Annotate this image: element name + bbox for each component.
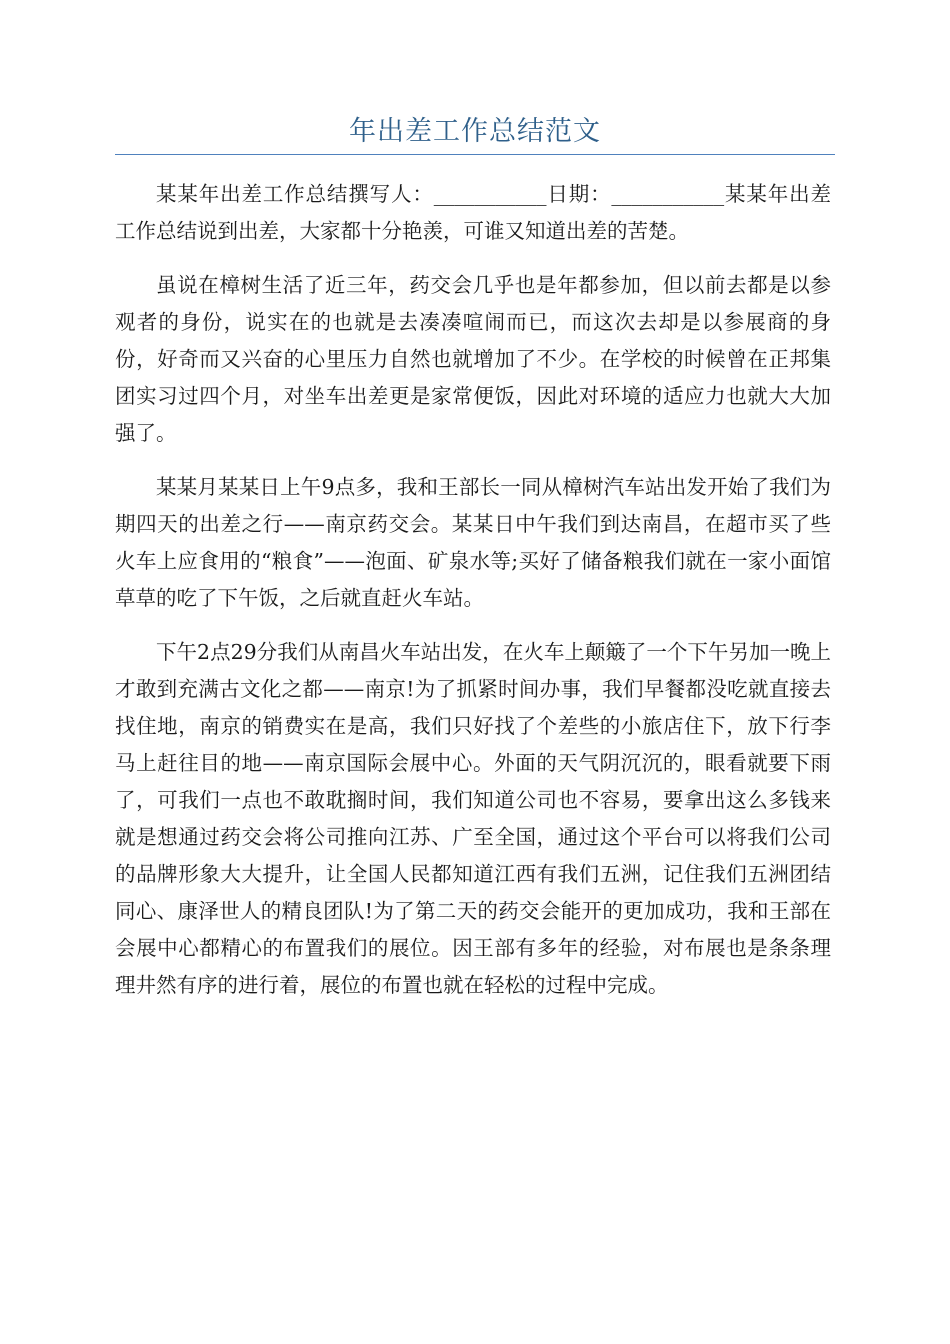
page-title: 年出差工作总结范文	[349, 116, 601, 147]
title-underline	[115, 154, 835, 155]
paragraph-4: 下午2点29分我们从南昌火车站出发，在火车上颠簸了一个下午另加一晚上才敢到充满古文化之都——南京!为了抓紧时间办事，我们早餐都没吃就直接去找住地，南京的销费实在是高，我们只好找了个差些的小旅店住下，放下行李马上赶往目的地——南京国际会展中心。外面的天气阴沉沉的，眼看就要下雨了，可我们一点也不敢耽搁时间，我们知道公司也不容易，要拿出这么多钱来就是想通过药交会将公司推向江苏、广至全国，通过这个平台可以将我们公司的品牌形象大大提升，让全国人民都知道江西有我们五洲，记住我们五洲团结同心、康泽世人的精良团队!为了第二天的药交会能开的更加成功，我和王部在会展中心都精心的布置我们的展位。因王部有多年的经验，对布展也是条条理理井然有序的进行着，展位的布置也就在轻松的过程中完成。	[115, 640, 831, 997]
paragraph-3: 某某月某某日上午9点多，我和王部长一同从樟树汽车站出发开始了我们为期四天的出差之行——南京药交会。某某日中午我们到达南昌，在超市买了些火车上应食用的“粮食”——泡面、矿泉水等;买好了储备粮我们就在一家小面馆草草的吃了下午饭，之后就直赶火车站。	[115, 475, 831, 610]
document-body	[115, 176, 831, 1021]
paragraph-1: 某某年出差工作总结撰写人：___________日期：___________某某年出差工作总结说到出差，大家都十分艳羡，可谁又知道出差的苦楚。	[115, 182, 831, 243]
paragraph-2: 虽说在樟树生活了近三年，药交会几乎也是年都参加，但以前去都是以参观者的身份，说实在的也就是去凑凑喧闹而已，而这次去却是以参展商的身份，好奇而又兴奋的心里压力自然也就增加了不少。在学校的时候曾在正邦集团实习过四个月，对坐车出差更是家常便饭，因此对环境的适应力也就大大加强了。	[115, 273, 831, 445]
